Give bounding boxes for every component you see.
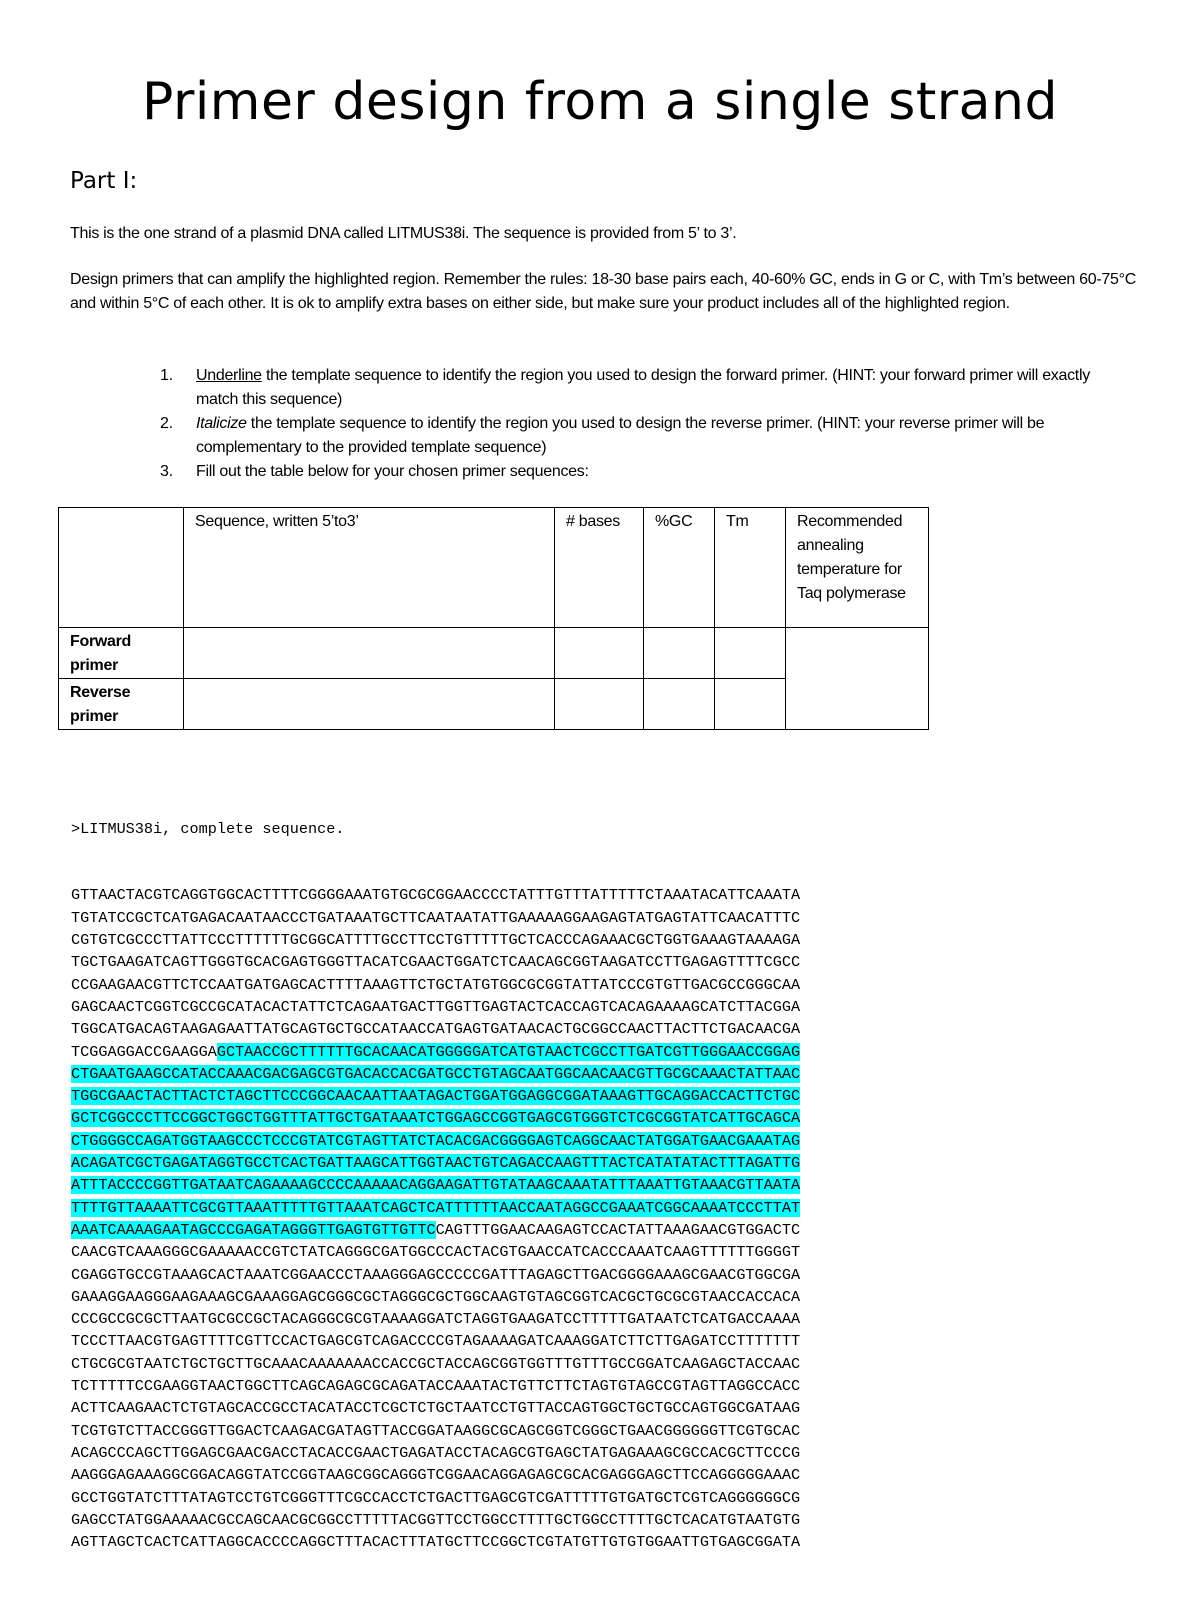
sequence-segment: GAGCCTATGGAAAAACGCCAGCAACGCGGCCTTTTTACGGTTCCTGGCCTTTTGCTGGCCTTTTGCTCACATGTAATGTG (71, 1510, 801, 1529)
sequence-segment: TCGGAGGACCGAAGGA (71, 1042, 217, 1061)
step-number: 3. (160, 463, 173, 480)
sequence-segment: CGAGGTGCCGTAAAGCACTAAATCGGAACCCTAAAGGGAGCCCCCGATTTAGAGCTTGACGGGGAAAGCGAACGTGGCGA (71, 1265, 801, 1284)
reverse-sequence-cell[interactable] (184, 679, 555, 730)
sequence-line (71, 1464, 800, 1486)
highlighted-region: AAATCAAAAGAATAGCCCGAGATAGGGTTGAGTGTTGTTC (71, 1220, 436, 1239)
sequence-segment: AGTTAGCTCACTCATTAGGCACCCCAGGCTTTACACTTTATGCTTCCGGCTCGTATGTTGTGTGGAATTGTGAGCGGATA (71, 1533, 801, 1552)
primer-table (58, 507, 929, 730)
highlighted-region: GCTAACCGCTTTTTTGCACAACATGGGGGATCATGTAACTCGCCTTGATCGTTGGGAACCGGAG (216, 1042, 801, 1061)
highlighted-region: CTGGGGCCAGATGGTAAGCCCTCCCGTATCGTAGTTATCTACACGACGGGGAGTCAGGCAACTATGGATGAACGAAATAG (71, 1131, 801, 1150)
row-label-reverse: Reverse primer (59, 679, 184, 730)
sequence-line (71, 1018, 800, 1040)
sequence-segment: TCCCTTAACGTGAGTTTTCGTTCCACTGAGCGTCAGACCCCGTAGAAAAGATCAAAGGATCTTCTTGAGATCCTTTTTTT (71, 1332, 801, 1351)
header-cell-annealing: Recommended annealing temperature for Taq polymerase (786, 508, 929, 628)
reverse-gc-cell[interactable] (644, 679, 715, 730)
sequence-segment: TCGTGTCTTACCGGGTTGGACTCAAGACGATAGTTACCGGATAAGGCGCAGCGGTCGGGCTGAACGGGGGGTTCGTGCAC (71, 1421, 801, 1440)
sequence-line (71, 884, 800, 906)
reverse-bases-cell[interactable] (555, 679, 644, 730)
sequence-line (71, 1442, 800, 1464)
sequence-segment: GCCTGGTATCTTTATAGTCCTGTCGGGTTTCGCCACCTCTGACTTGAGCGTCGATTTTTGTGATGCTCGTCAGGGGGGCG (71, 1488, 801, 1507)
sequence-header: >LITMUS38i, complete sequence. (71, 819, 345, 838)
annealing-temp-cell[interactable] (786, 628, 929, 730)
sequence-segment: ACAGCCCAGCTTGGAGCGAACGACCTACACCGAACTGAGATACCTACAGCGTGAGCTATGAGAAAGCGCCACGCTTCCCG (71, 1443, 801, 1462)
sequence-line (71, 1375, 800, 1397)
sequence-line (71, 951, 800, 973)
dna-sequence-block (71, 773, 800, 1598)
sequence-segment: CAACGTCAAAGGGCGAAAAACCGTCTATCAGGGCGATGGCCCACTACGTGAACCATCACCCAAATCAAGTTTTTTGGGGT (71, 1243, 801, 1262)
sequence-line (71, 1085, 800, 1107)
highlighted-region: ATTTACCCCGGTTGATAATCAGAAAAGCCCCAAAAACAGGAAGATTGTATAAGCAAATATTTAAATTGTAAACGTTAATA (71, 1176, 801, 1195)
sequence-line (71, 1264, 800, 1286)
step-item (160, 364, 1135, 412)
header-cell-tm: Tm (715, 508, 786, 628)
sequence-line (71, 974, 800, 996)
sequence-segment: GTTAACTACGTCAGGTGGCACTTTTCGGGGAAATGTGCGCGGAACCCCTATTTGTTTATTTTTCTAAATACATTCAAATA (71, 886, 801, 905)
sequence-line (71, 1420, 800, 1442)
table-row-forward (59, 628, 929, 679)
step-number: 2. (160, 415, 173, 432)
sequence-line (71, 1130, 800, 1152)
header-cell-blank (59, 508, 184, 628)
sequence-line (71, 1286, 800, 1308)
step-item (160, 460, 1135, 484)
sequence-line (71, 996, 800, 1018)
sequence-segment: GAGCAACTCGGTCGCCGCATACACTATTCTCAGAATGACTTGGTTGAGTACTCACCAGTCACAGAAAAGCATCTTACGGA (71, 997, 801, 1016)
highlighted-region: TTTTGTTAAAATTCGCGTTAAATTTTTGTTAAATCAGCTCATTTTTTAACCAATAGGCCGAAATCGGCAAAATCCCTTAT (71, 1198, 801, 1217)
step-keyword: Underline (196, 367, 262, 384)
sequence-line (71, 1487, 800, 1509)
sequence-line (71, 907, 800, 929)
step-text: Fill out the table below for your chosen primer sequences: (196, 463, 589, 480)
sequence-line (71, 1041, 800, 1063)
sequence-segment: TGCTGAAGATCAGTTGGGTGCACGAGTGGGTTACATCGAACTGGATCTCAACAGCGGTAAGATCCTTGAGAGTTTTCGCC (71, 953, 801, 972)
sequence-line (71, 1152, 800, 1174)
sequence-line (71, 1219, 800, 1241)
sequence-segment: TCTTTTTCCGAAGGTAACTGGCTTCAGCAGAGCGCAGATACCAAATACTGTTCTTCTAGTGTAGCCGTAGTTAGGCCACC (71, 1377, 801, 1396)
sequence-segment: TGGCATGACAGTAAGAGAATTATGCAGTGCTGCCATAACCATGAGTGATAACACTGCGGCCAACTTACTTCTGACAACGA (71, 1020, 801, 1039)
intro-paragraph: This is the one strand of a plasmid DNA called LITMUS38i. The sequence is provided from 5’ to 3’. (70, 225, 737, 242)
sequence-segment: CCGAAGAACGTTCTCCAATGATGAGCACTTTTAAAGTTCTGCTATGTGGCGCGGTATTATCCCGTGTTGACGCCGGGCAA (71, 975, 801, 994)
sequence-line (71, 1397, 800, 1419)
header-cell-gc: %GC (644, 508, 715, 628)
highlighted-region: CTGAATGAAGCCATACCAAACGACGAGCGTGACACCACGATGCCTGTAGCAATGGCAACAACGTTGCGCAAACTATTAAC (71, 1064, 801, 1083)
sequence-line (71, 1308, 800, 1330)
sequence-line (71, 1107, 800, 1129)
sequence-line (71, 1330, 800, 1352)
step-text: the template sequence to identify the region you used to design the reverse primer. (HINT: your reverse primer will be complementary to the provided template sequence) (196, 415, 1045, 456)
sequence-segment: CCCGCCGCGCTTAATGCGCCGCTACAGGGCGCGTAAAAGGATCTAGGTGAAGATCCTTTTTGATAATCTCATGACCAAAA (71, 1310, 801, 1329)
highlighted-region: TGGCGAACTACTTACTCTAGCTTCCCGGCAACAATTAATAGACTGGATGGAGGCGGATAAAGTTGCAGGACCACTTCTGC (71, 1087, 801, 1106)
row-label-forward: Forward primer (59, 628, 184, 679)
page-title: Primer design from a single strand (142, 72, 1058, 132)
sequence-segment: TGTATCCGCTCATGAGACAATAACCCTGATAAATGCTTCAATAATATTGAAAAAGGAAGAGTATGAGTATTCAACATTTC (71, 908, 801, 927)
sequence-segment: CTGCGCGTAATCTGCTGCTTGCAAACAAAAAAACCACCGCTACCAGCGGTGGTTTGTTTGCCGGATCAAGAGCTACCAAC (71, 1354, 801, 1373)
step-keyword: Italicize (196, 415, 247, 432)
header-cell-bases: # bases (555, 508, 644, 628)
instructions-paragraph: Design primers that can amplify the highlighted region. Remember the rules: 18-30 base pairs each, 40-60% GC, ends in G or C, with Tm’s between 60-75°C and within 5°C of each other. It is ok to amplify extra bases on either side, but make sure your product includes all of the highlighted region. (70, 271, 1136, 312)
reverse-tm-cell[interactable] (715, 679, 786, 730)
sequence-line (71, 1531, 800, 1553)
sequence-segment: GAAAGGAAGGGAAGAAAGCGAAAGGAGCGGGCGCTAGGGCGCTGGCAAGTGTAGCGGTCACGCTGCGCGTAACCACCACA (71, 1287, 801, 1306)
steps-list (160, 364, 1135, 484)
sequence-segment: CGTGTCGCCCTTATTCCCTTTTTTGCGGCATTTTGCCTTCCTGTTTTTGCTCACCCAGAAACGCTGGTGAAAGTAAAAGA (71, 931, 801, 950)
highlighted-region: GCTCGGCCCTTCCGGCTGGCTGGTTTATTGCTGATAAATCTGGAGCCGGTGAGCGTGGGTCTCGCGGTATCATTGCAGCA (71, 1109, 801, 1128)
sequence-lines (71, 884, 800, 1553)
header-cell-sequence: Sequence, written 5’to3’ (184, 508, 555, 628)
sequence-segment: AAGGGAGAAAGGCGGACAGGTATCCGGTAAGCGGCAGGGTCGGAACAGGAGAGCGCACGAGGGAGCTTCCAGGGGGAAAC (71, 1466, 801, 1485)
part-heading: Part I: (70, 168, 138, 194)
sequence-line (71, 1197, 800, 1219)
sequence-line (71, 1063, 800, 1085)
forward-sequence-cell[interactable] (184, 628, 555, 679)
table-header-row (59, 508, 929, 628)
highlighted-region: ACAGATCGCTGAGATAGGTGCCTCACTGATTAAGCATTGGTAACTGTCAGACCAAGTTTACTCATATATACTTTAGATTG (71, 1154, 801, 1173)
sequence-line (71, 1353, 800, 1375)
sequence-line (71, 1509, 800, 1531)
sequence-line (71, 1174, 800, 1196)
sequence-line (71, 1241, 800, 1263)
sequence-segment: CAGTTTGGAACAAGAGTCCACTATTAAAGAACGTGGACTC (435, 1220, 801, 1239)
forward-tm-cell[interactable] (715, 628, 786, 679)
step-text: the template sequence to identify the region you used to design the forward primer. (HINT: your forward primer will exactly match this sequence) (196, 367, 1090, 408)
sequence-segment: ACTTCAAGAACTCTGTAGCACCGCCTACATACCTCGCTCTGCTAATCCTGTTACCAGTGGCTGCTGCCAGTGGCGATAAG (71, 1399, 801, 1418)
forward-gc-cell[interactable] (644, 628, 715, 679)
step-number: 1. (160, 367, 173, 384)
forward-bases-cell[interactable] (555, 628, 644, 679)
sequence-line (71, 929, 800, 951)
step-item (160, 412, 1135, 460)
